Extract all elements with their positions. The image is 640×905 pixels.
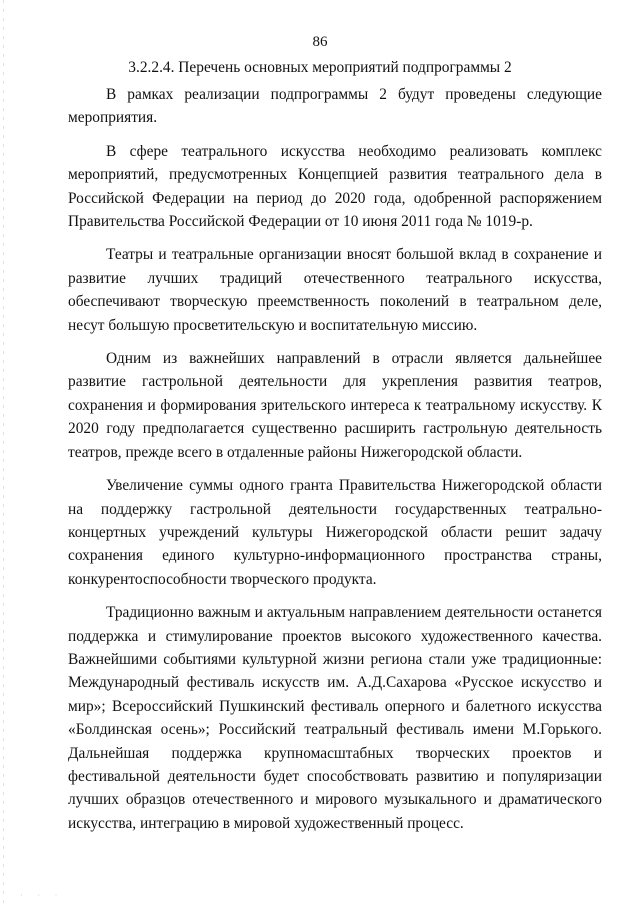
section-heading: 3.2.2.4. Перечень основных мероприятий подпрограммы 2 [128, 59, 512, 76]
scan-edge-artifact [3, 0, 4, 905]
paragraph-theatre-concept: В сфере театрального искусства необходимо реализовать комплекс мероприятий, предусмотренных Концепцией развития театрального дела в Российской Федерации на период до 2020 года, одобренной распоряжением Правительства Российской Федерации от 10 июня 2011 года № 1019-р. [68, 142, 602, 231]
paragraph-intro: В рамках реализации подпрограммы 2 будут проведены следующие мероприятия. [68, 86, 602, 127]
body-text [68, 83, 602, 835]
paragraph-festivals: Традиционно важным и актуальным направлением деятельности останется поддержка и стимулирование проектов высокого художественного качества. Важнейшими событиями культурной жизни региона стали уже традиционные: Международный фестиваль искусств им. А.Д.Сахарова «Русское искусство и мир»; Всероссийский Пушкинский фестиваль оперного и балетного искусства «Болдинская осень»; Российский театральный фестиваль имени М.Горького. Дальнейшая поддержка крупномасштабных творческих проектов и фестивальной деятельности будет способствовать развитию и популяризации лучших образцов отечественного и мирового музыкального и драматического искусства, интеграцию в мировой художественный процесс. [68, 604, 602, 832]
scan-noise-marks: · · · [20, 890, 64, 900]
paragraph-touring-activity: Одним из важнейших направлений в отрасли является дальнейшее развитие гастрольной деятельности для укрепления развития театров, сохранения и формирования зрительского интереса к театральному искусству. К 2020 году предполагается существенно расширить гастрольную деятельность театров, прежде всего в отдаленные районы Нижегородской области. [68, 350, 602, 461]
page-number: 86 [312, 34, 328, 50]
paragraph-theatre-traditions: Театры и театральные организации вносят большой вклад в сохранение и развитие лучших традиций отечественного театрального искусства, обеспечивают творческую преемственность поколений в театральном деле, несут большую просветительскую и воспитательную миссию. [68, 246, 602, 334]
paragraph-grant-increase: Увеличение суммы одного гранта Правительства Нижегородской области на поддержку гастрольной деятельности государственных театрально-концертных учреждений культуры Нижегородской области решит задачу сохранения единого культурно-информационного пространства страны, конкурентоспособности творческого продукта. [68, 477, 602, 588]
